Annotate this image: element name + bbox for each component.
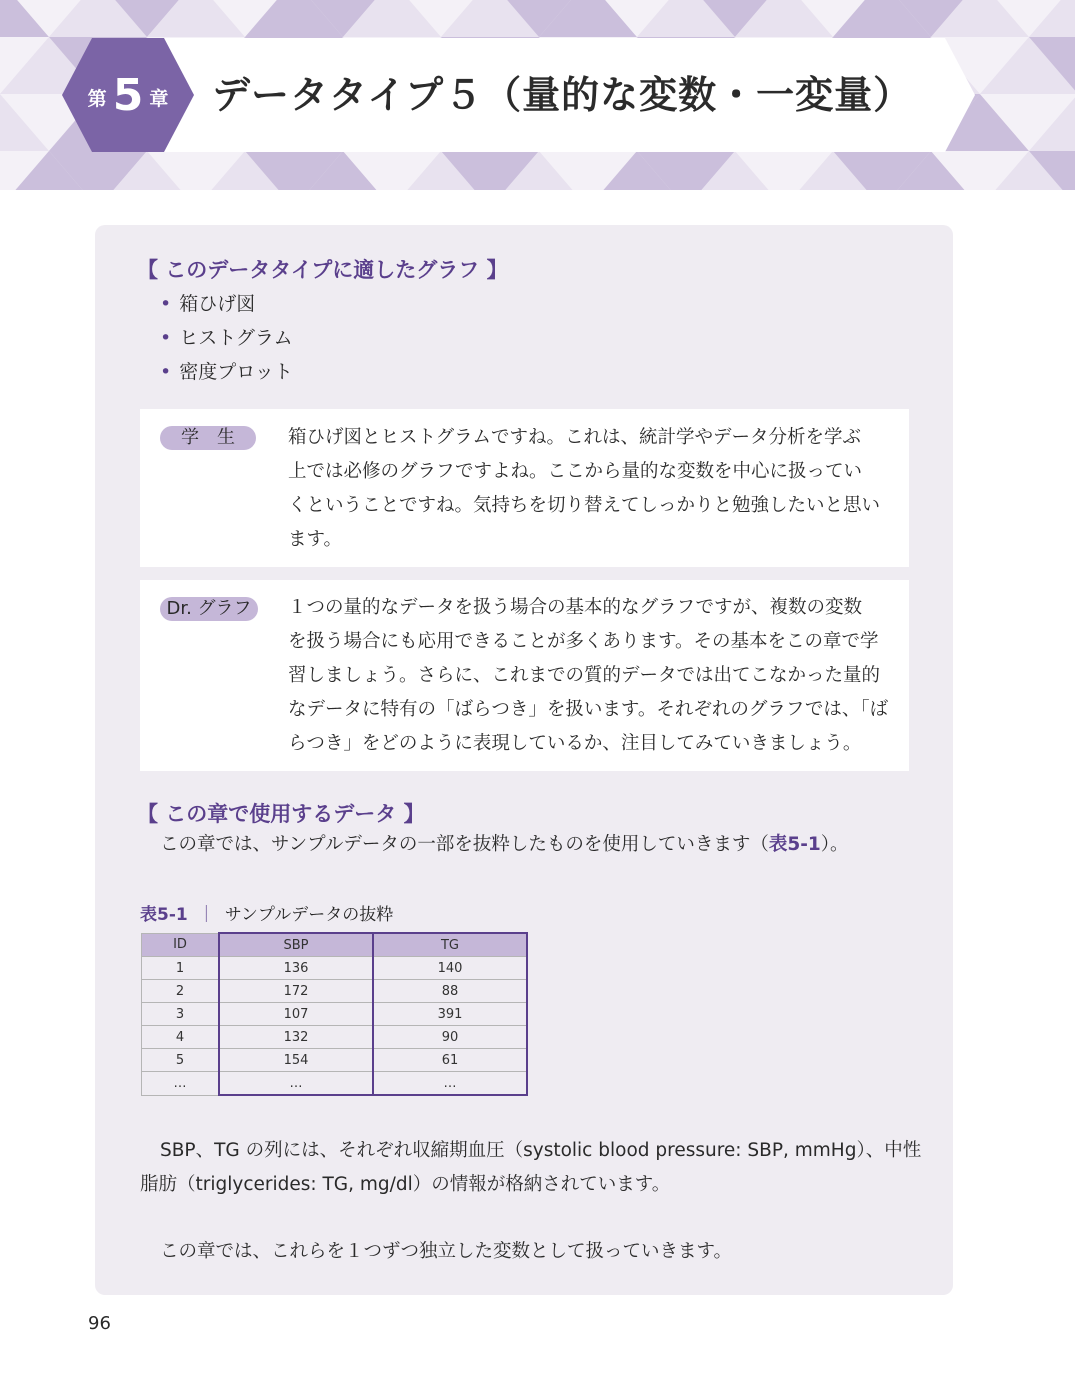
chapter-suffix: 章 [149, 87, 169, 110]
paragraph-line: 脂肪（triglycerides: TG, mg/dl）の情報が格納されています。 [140, 1174, 671, 1195]
dialog-line: 箱ひげ図とヒストグラムですね。これは、統計学やデータ分析を学ぶ [288, 427, 861, 448]
data-intro [160, 828, 849, 862]
bullet-item [160, 289, 255, 316]
intro-text-end: ）。 [820, 834, 849, 855]
table-reference: 表5-1 [768, 834, 821, 855]
dialog-line: 上では必修のグラフですよね。ここから量的な変数を中心に扱ってい [288, 461, 863, 482]
cell-sbp: … [219, 1072, 373, 1096]
caption-separator: ｜ [197, 905, 215, 925]
paragraph-closing: この章では、これらを１つずつ独立した変数として扱っていきます。 [160, 1241, 733, 1262]
cell-sbp: 107 [219, 1003, 373, 1026]
cell-id: 4 [142, 1026, 220, 1049]
dialog-text [288, 591, 893, 761]
table-row [142, 1049, 528, 1072]
dialog-line: 習しましょう。さらに、これまでの質的データでは出てこなかった量的 [288, 665, 881, 686]
dialog-line: なデータに特有の「ばらつき」を扱います。それぞれのグラフでは、「ば [288, 699, 889, 720]
bullet-label: 箱ひげ図 [179, 293, 256, 315]
graphs-heading: 【 このデータタイプに適したグラフ 】 [137, 258, 508, 282]
page-title: データタイプ５（量的な変数・一変量） [212, 73, 913, 117]
speaker-label: 学 生 [160, 426, 256, 450]
cell-tg: 90 [373, 1026, 527, 1049]
cell-sbp: 136 [219, 957, 373, 980]
bullet-item [160, 357, 293, 384]
dialog-text [288, 421, 893, 557]
dialog-student [140, 409, 909, 567]
cell-id: 2 [142, 980, 220, 1003]
cell-tg: 88 [373, 980, 527, 1003]
cell-sbp: 132 [219, 1026, 373, 1049]
table-row [142, 1072, 528, 1096]
bullet-label: 密度プロット [179, 361, 293, 383]
table-label: 表5-1 [140, 905, 188, 925]
data-heading: 【 この章で使用するデータ 】 [137, 802, 425, 826]
bullet-icon: • [160, 327, 172, 349]
dialog-line: くということですね。気持ちを切り替えてしっかりと勉強したいと思い [288, 495, 881, 516]
column-header-tg: TG [373, 933, 527, 957]
cell-id: … [142, 1072, 220, 1096]
chapter-label [62, 38, 194, 152]
bullet-item [160, 323, 293, 350]
table-row [142, 980, 528, 1003]
cell-id: 1 [142, 957, 220, 980]
bullet-icon: • [160, 293, 172, 315]
table-title: サンプルデータの抜粋 [224, 905, 394, 925]
dialog-line: らつき」をどのように表現しているか、注目してみていきましょう。 [288, 733, 862, 754]
table-row [142, 1026, 528, 1049]
sample-data-table [141, 932, 528, 1096]
column-header-sbp: SBP [219, 933, 373, 957]
paragraph-line: SBP、TG の列には、それぞれ収縮期血圧（systolic blood pressure: SBP, mmHg）、中性 [160, 1140, 922, 1161]
intro-text: この章では、サンプルデータの一部を抜粋したものを使用していきます（ [160, 834, 769, 855]
chapter-number: 5 [112, 69, 144, 121]
table-header-row [142, 933, 528, 957]
bullet-icon: • [160, 361, 172, 383]
cell-id: 3 [142, 1003, 220, 1026]
speaker-label: Dr. グラフ [160, 597, 258, 621]
cell-id: 5 [142, 1049, 220, 1072]
dialog-line: １つの量的なデータを扱う場合の基本的なグラフですが、複数の変数 [288, 597, 863, 618]
table-caption [140, 900, 393, 925]
cell-tg: 61 [373, 1049, 527, 1072]
dialog-line: を扱う場合にも応用できることが多くあります。その基本をこの章で学 [288, 631, 879, 652]
cell-sbp: 154 [219, 1049, 373, 1072]
column-header-id: ID [142, 933, 220, 957]
bullet-label: ヒストグラム [179, 327, 293, 349]
cell-tg: 391 [373, 1003, 527, 1026]
dialog-line: ます。 [288, 529, 343, 550]
table-row [142, 1003, 528, 1026]
cell-tg: 140 [373, 957, 527, 980]
cell-sbp: 172 [219, 980, 373, 1003]
dialog-dr-graph [140, 580, 909, 771]
cell-tg: … [373, 1072, 527, 1096]
chapter-prefix: 第 [87, 87, 107, 110]
table-row [142, 957, 528, 980]
page-number: 96 [88, 1313, 111, 1334]
